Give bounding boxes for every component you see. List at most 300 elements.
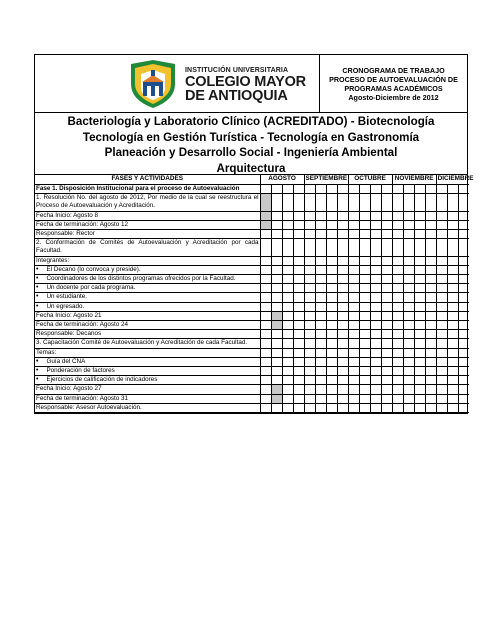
week-cell: [447, 367, 458, 376]
week-cell: [315, 293, 326, 302]
week-cell: [370, 348, 381, 357]
week-cell: [304, 239, 315, 256]
week-cell: [447, 284, 458, 293]
week-cell: [359, 256, 370, 265]
week-cell: [436, 367, 447, 376]
week-cell: [282, 185, 293, 194]
week-cell: [260, 357, 271, 366]
week-cell: [348, 275, 359, 284]
week-cell: [271, 230, 282, 239]
week-cell: [304, 357, 315, 366]
week-cell: [337, 394, 348, 403]
week-cell: [293, 293, 304, 302]
logo-line-2: COLEGIO MAYOR: [185, 74, 306, 90]
week-cell: [447, 385, 458, 394]
week-cell: [315, 403, 326, 412]
week-cell: [359, 394, 370, 403]
week-cell: [293, 403, 304, 412]
week-cell: [293, 194, 304, 211]
week-cell: [304, 211, 315, 220]
week-cell: [381, 185, 392, 194]
week-cell: [447, 339, 458, 348]
week-cell: [403, 256, 414, 265]
banner-line-2: Tecnología en Gestión Turística - Tecnología en Gastronomía: [82, 130, 420, 144]
week-cell: [271, 339, 282, 348]
week-cell: [260, 220, 271, 229]
week-cell: [271, 185, 282, 194]
week-cell: [337, 321, 348, 330]
week-cell: [425, 265, 436, 274]
week-cell: [282, 275, 293, 284]
week-cell: [260, 239, 271, 256]
week-cell: [458, 394, 469, 403]
week-cell: [392, 376, 403, 385]
week-cell: [337, 220, 348, 229]
week-cell: [337, 357, 348, 366]
week-cell: [260, 185, 271, 194]
week-cell: [370, 185, 381, 194]
week-cell: [326, 311, 337, 320]
week-cell: [425, 275, 436, 284]
week-cell: [425, 185, 436, 194]
banner-line-3: Planeación y Desarrollo Social - Ingeniería Ambiental: [104, 146, 398, 159]
week-cell: [337, 302, 348, 311]
week-cell: [282, 385, 293, 394]
activity-cell: [35, 321, 260, 330]
week-cell: [403, 275, 414, 284]
week-cell: [315, 339, 326, 348]
activity-text: Temas:: [36, 348, 57, 356]
week-cell: [315, 185, 326, 194]
week-cell: [326, 367, 337, 376]
week-cell: [359, 284, 370, 293]
activity-text: 2. Conformación de Comités de Autoevaluación y Acreditación por cada Facultad.: [36, 239, 259, 255]
week-cell: [260, 211, 271, 220]
week-cell: [359, 293, 370, 302]
week-cell: [381, 376, 392, 385]
week-cell: [425, 311, 436, 320]
week-cell: [425, 385, 436, 394]
week-cell: [414, 194, 425, 211]
week-cell: [260, 403, 271, 412]
week-cell: [425, 302, 436, 311]
document-sheet: [34, 54, 474, 414]
week-cell: [403, 302, 414, 311]
week-cell: [282, 194, 293, 211]
week-cell: [392, 256, 403, 265]
week-cell: [436, 220, 447, 229]
week-cell: [260, 302, 271, 311]
week-cell: [359, 367, 370, 376]
week-cell: [271, 330, 282, 339]
week-cell: [414, 239, 425, 256]
week-cell: [447, 293, 458, 302]
week-cell: [403, 367, 414, 376]
table-row: [35, 185, 469, 194]
week-cell: [348, 265, 359, 274]
activity-cell: [35, 339, 260, 348]
week-cell: [304, 302, 315, 311]
activity-cell: [35, 284, 260, 293]
week-cell: [370, 376, 381, 385]
week-cell: [326, 321, 337, 330]
week-cell: [271, 302, 282, 311]
week-cell: [403, 211, 414, 220]
week-cell: [381, 220, 392, 229]
logo-line-3: DE ANTIOQUIA: [185, 87, 288, 104]
week-cell: [304, 293, 315, 302]
week-cell: [370, 275, 381, 284]
table-row: [35, 376, 469, 385]
week-cell: [337, 256, 348, 265]
week-cell: [282, 239, 293, 256]
week-cell: [370, 256, 381, 265]
activity-cell: [35, 311, 260, 320]
week-cell: [414, 330, 425, 339]
week-cell: [403, 230, 414, 239]
week-cell: [414, 311, 425, 320]
week-cell: [436, 256, 447, 265]
week-cell: [260, 385, 271, 394]
week-cell: [381, 403, 392, 412]
week-cell: [447, 275, 458, 284]
week-cell: [282, 321, 293, 330]
week-cell: [370, 284, 381, 293]
week-cell: [293, 357, 304, 366]
week-cell: [436, 284, 447, 293]
week-cell: [282, 284, 293, 293]
week-cell: [337, 284, 348, 293]
table-row: [35, 293, 469, 302]
week-cell: [436, 403, 447, 412]
week-cell: [425, 194, 436, 211]
week-cell: [282, 348, 293, 357]
week-cell: [403, 311, 414, 320]
week-cell: [403, 185, 414, 194]
week-cell: [315, 239, 326, 256]
week-cell: [337, 330, 348, 339]
week-cell: [414, 348, 425, 357]
table-row: [35, 357, 469, 366]
week-cell: [425, 256, 436, 265]
week-cell: [392, 265, 403, 274]
week-cell: [458, 256, 469, 265]
title-line-3: PROGRAMAS ACADÉMICOS: [344, 83, 443, 93]
table-row: [35, 394, 469, 403]
week-cell: [282, 357, 293, 366]
week-cell: [359, 311, 370, 320]
schedule-table: [35, 175, 474, 413]
week-cell: [337, 339, 348, 348]
week-cell: [348, 194, 359, 211]
week-cell: [282, 211, 293, 220]
week-cell: [315, 385, 326, 394]
title-line-4: Agosto-Diciembre de 2012: [348, 92, 439, 102]
week-cell: [315, 284, 326, 293]
week-cell: [381, 385, 392, 394]
week-cell: [447, 211, 458, 220]
activity-text: • Ponderación de factores: [36, 367, 115, 374]
week-cell: [348, 185, 359, 194]
week-cell: [414, 376, 425, 385]
week-cell: [271, 403, 282, 412]
activity-text: Responsable: Rector: [36, 230, 95, 238]
week-cell: [293, 348, 304, 357]
week-cell: [381, 321, 392, 330]
week-cell: [304, 230, 315, 239]
week-cell: [337, 385, 348, 394]
week-cell: [392, 348, 403, 357]
week-cell: [271, 376, 282, 385]
week-cell: [271, 265, 282, 274]
week-cell: [271, 385, 282, 394]
week-cell: [348, 348, 359, 357]
week-cell: [414, 367, 425, 376]
week-cell: [282, 220, 293, 229]
week-cell: [436, 275, 447, 284]
week-cell: [425, 239, 436, 256]
week-cell: [447, 376, 458, 385]
week-cell: [304, 339, 315, 348]
week-cell: [359, 321, 370, 330]
week-cell: [425, 357, 436, 366]
week-cell: [392, 284, 403, 293]
activity-text: Fecha de terminación: Agosto 31: [36, 394, 129, 402]
week-cell: [414, 284, 425, 293]
week-cell: [458, 284, 469, 293]
week-cell: [304, 376, 315, 385]
week-cell: [381, 357, 392, 366]
week-cell: [293, 284, 304, 293]
week-cell: [447, 185, 458, 194]
week-cell: [381, 302, 392, 311]
table-row: [35, 302, 469, 311]
activity-cell: [35, 348, 260, 357]
week-cell: [458, 311, 469, 320]
week-cell: [326, 376, 337, 385]
activity-text: • Guía del CNA: [36, 358, 85, 365]
week-cell: [458, 367, 469, 376]
week-cell: [271, 311, 282, 320]
activity-cell: [35, 230, 260, 239]
week-cell: [370, 357, 381, 366]
week-cell: [315, 194, 326, 211]
week-cell: [260, 367, 271, 376]
table-row: [35, 275, 469, 284]
week-cell: [315, 348, 326, 357]
activity-cell: [35, 385, 260, 394]
week-cell: [293, 211, 304, 220]
week-cell: [359, 348, 370, 357]
activity-text: Integrantes:: [36, 256, 70, 264]
week-cell: [326, 239, 337, 256]
header-month: DICIEMBRE: [436, 175, 469, 185]
week-cell: [447, 394, 458, 403]
week-cell: [381, 230, 392, 239]
week-cell: [271, 275, 282, 284]
week-cell: [392, 230, 403, 239]
table-row: [35, 403, 469, 412]
header-month: OCTUBRE: [348, 175, 392, 185]
week-cell: [260, 275, 271, 284]
week-cell: [403, 339, 414, 348]
week-cell: [447, 330, 458, 339]
week-cell: [436, 348, 447, 357]
week-cell: [425, 211, 436, 220]
week-cell: [436, 230, 447, 239]
table-row: [35, 367, 469, 376]
week-cell: [293, 321, 304, 330]
week-cell: [436, 330, 447, 339]
week-cell: [337, 239, 348, 256]
week-cell: [370, 239, 381, 256]
week-cell: [337, 376, 348, 385]
week-cell: [392, 211, 403, 220]
week-cell: [271, 220, 282, 229]
week-cell: [425, 394, 436, 403]
week-cell: [293, 220, 304, 229]
week-cell: [403, 385, 414, 394]
title-line-1: CRONOGRAMA DE TRABAJO: [342, 65, 445, 75]
week-cell: [271, 394, 282, 403]
week-cell: [381, 284, 392, 293]
week-cell: [293, 275, 304, 284]
week-cell: [260, 348, 271, 357]
week-cell: [326, 220, 337, 229]
week-cell: [425, 330, 436, 339]
week-cell: [293, 239, 304, 256]
activity-text: • Un egresado.: [36, 303, 84, 310]
week-cell: [282, 376, 293, 385]
week-cell: [414, 211, 425, 220]
week-cell: [282, 339, 293, 348]
week-cell: [403, 284, 414, 293]
table-row: [35, 348, 469, 357]
week-cell: [260, 376, 271, 385]
week-cell: [447, 403, 458, 412]
activity-text: • Un docente por cada programa.: [36, 284, 135, 291]
week-cell: [414, 275, 425, 284]
week-cell: [293, 230, 304, 239]
week-cell: [436, 185, 447, 194]
week-cell: [370, 367, 381, 376]
week-cell: [315, 220, 326, 229]
week-cell: [436, 357, 447, 366]
activity-cell: [35, 302, 260, 311]
week-cell: [304, 330, 315, 339]
week-cell: [425, 284, 436, 293]
activity-cell: [35, 220, 260, 229]
week-cell: [348, 403, 359, 412]
week-cell: [337, 293, 348, 302]
week-cell: [315, 376, 326, 385]
week-cell: [315, 302, 326, 311]
week-cell: [403, 293, 414, 302]
week-cell: [392, 194, 403, 211]
week-cell: [293, 339, 304, 348]
week-cell: [425, 348, 436, 357]
week-cell: [282, 367, 293, 376]
week-cell: [326, 403, 337, 412]
week-cell: [359, 385, 370, 394]
week-cell: [392, 220, 403, 229]
week-cell: [392, 311, 403, 320]
week-cell: [282, 256, 293, 265]
week-cell: [337, 230, 348, 239]
activity-cell: [35, 265, 260, 274]
week-cell: [260, 293, 271, 302]
week-cell: [403, 357, 414, 366]
week-cell: [304, 385, 315, 394]
week-cell: [403, 321, 414, 330]
week-cell: [381, 275, 392, 284]
week-cell: [337, 194, 348, 211]
table-row: [35, 265, 469, 274]
week-cell: [414, 394, 425, 403]
week-cell: [337, 311, 348, 320]
table-row: [35, 385, 469, 394]
week-cell: [436, 376, 447, 385]
week-cell: [260, 394, 271, 403]
week-cell: [260, 194, 271, 211]
week-cell: [282, 311, 293, 320]
week-cell: [414, 293, 425, 302]
week-cell: [414, 357, 425, 366]
week-cell: [381, 211, 392, 220]
week-cell: [359, 265, 370, 274]
week-cell: [315, 367, 326, 376]
activity-text: Fecha Inicio: Agosto 21: [36, 311, 102, 319]
week-cell: [436, 302, 447, 311]
week-cell: [436, 211, 447, 220]
week-cell: [381, 293, 392, 302]
week-cell: [326, 330, 337, 339]
week-cell: [392, 185, 403, 194]
week-cell: [425, 376, 436, 385]
week-cell: [271, 348, 282, 357]
week-cell: [315, 256, 326, 265]
week-cell: [403, 394, 414, 403]
week-cell: [458, 293, 469, 302]
week-cell: [458, 302, 469, 311]
week-cell: [304, 403, 315, 412]
activity-text: Responsable: Asesor Autoevaluación.: [36, 403, 142, 411]
programs-banner: [35, 113, 467, 175]
week-cell: [436, 239, 447, 256]
week-cell: [392, 330, 403, 339]
week-cell: [370, 394, 381, 403]
week-cell: [392, 367, 403, 376]
week-cell: [447, 302, 458, 311]
week-cell: [458, 275, 469, 284]
week-cell: [458, 220, 469, 229]
week-cell: [359, 376, 370, 385]
table-row: [35, 230, 469, 239]
activity-cell: [35, 211, 260, 220]
week-cell: [337, 211, 348, 220]
activity-cell: [35, 293, 260, 302]
week-cell: [304, 321, 315, 330]
week-cell: [392, 302, 403, 311]
activity-text: Responsable: Decanos: [36, 330, 102, 338]
week-cell: [425, 403, 436, 412]
week-cell: [458, 230, 469, 239]
week-cell: [458, 194, 469, 211]
week-cell: [458, 357, 469, 366]
week-cell: [315, 394, 326, 403]
week-cell: [359, 230, 370, 239]
week-cell: [348, 330, 359, 339]
